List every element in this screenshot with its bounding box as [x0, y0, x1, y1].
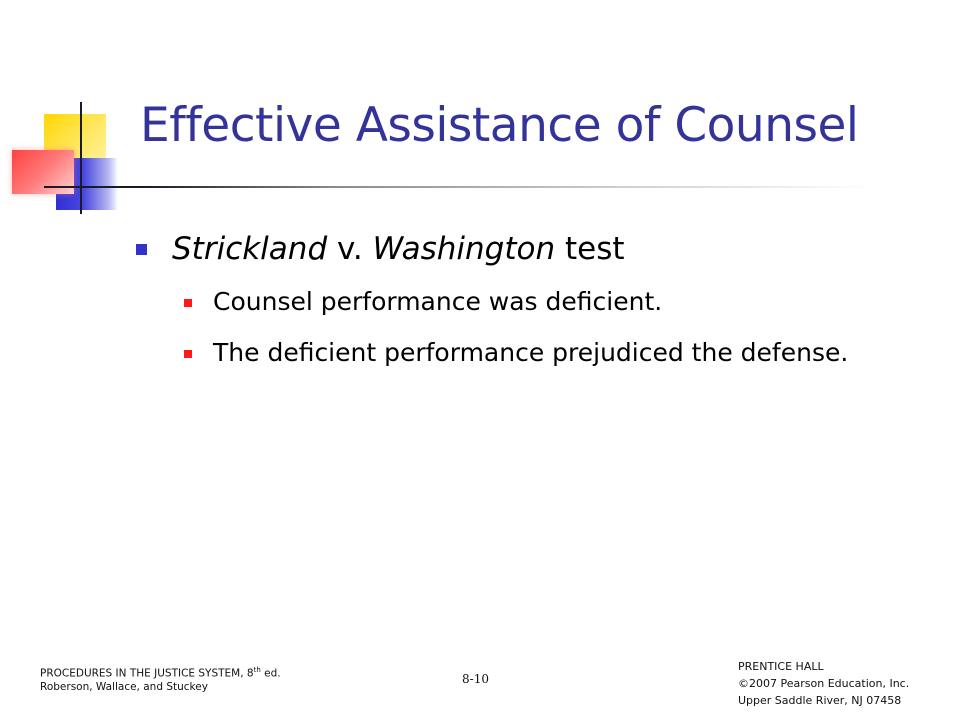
footer-book-info: [40, 664, 281, 694]
footer-copyright: ©2007 Pearson Education, Inc.: [738, 677, 910, 690]
footer-publisher: PRENTICE HALL: [738, 660, 824, 673]
sub-bullet-text: Counsel performance was deficient.: [213, 287, 663, 316]
sub-bullet: [184, 334, 873, 372]
bullet-square-icon: [136, 244, 147, 255]
footer-authors: Roberson, Wallace, and Stuckey: [40, 680, 208, 693]
test-text: test: [555, 231, 625, 267]
versus-text: v.: [327, 231, 373, 267]
footer-book-title: [40, 664, 281, 681]
sub-bullet-text: The deficient performance prejudiced the defense.: [213, 338, 849, 367]
bullet-level1-text: [172, 225, 625, 273]
title-underline: [44, 186, 874, 188]
slide-title: Effective Assistance of Counsel: [140, 98, 859, 153]
footer-publisher-info: [738, 658, 909, 709]
bullet-square-icon: [184, 299, 192, 307]
page-number: 8-10: [462, 672, 489, 686]
logo-vertical-line: [80, 102, 82, 214]
edition-superscript: th: [253, 666, 261, 674]
book-title-suffix: ed.: [260, 667, 281, 680]
bullet-square-icon: [184, 350, 192, 358]
footer-address: Upper Saddle River, NJ 07458: [738, 694, 902, 707]
book-title-text: PROCEDURES IN THE JUSTICE SYSTEM, 8: [40, 667, 254, 680]
bullet-level1: [136, 225, 625, 273]
case-name-defendant: Washington: [372, 231, 556, 267]
sub-bullet: [184, 283, 873, 321]
case-name-plaintiff: Strickland: [172, 231, 328, 267]
